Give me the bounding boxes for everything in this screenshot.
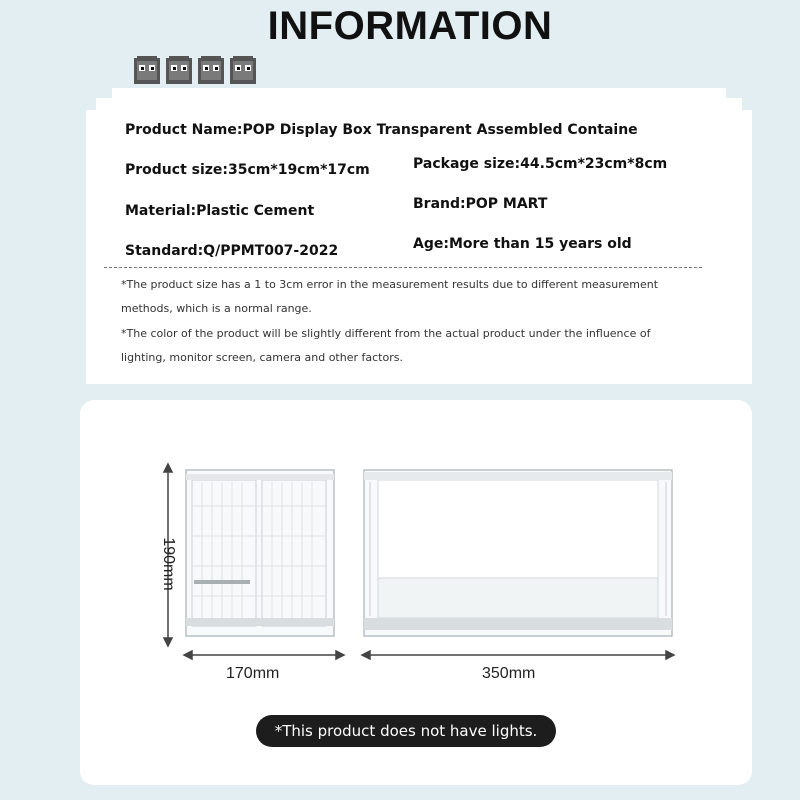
age: Age:More than 15 years old bbox=[413, 236, 632, 252]
note-measurement-line1: *The product size has a 1 to 3cm error in the measurement results due to different measurement bbox=[121, 278, 659, 291]
width-label: 350mm bbox=[482, 665, 536, 682]
product-name: Product Name:POP Display Box Transparent Assembled Containe bbox=[125, 122, 638, 138]
dimension-lines bbox=[150, 460, 690, 670]
material: Material:Plastic Cement bbox=[125, 203, 315, 219]
pixel-corner bbox=[742, 88, 752, 110]
page-title: INFORMATION bbox=[267, 4, 553, 48]
pixel-face-icon bbox=[198, 56, 224, 84]
note-color-line2: lighting, monitor screen, camera and other factors. bbox=[121, 351, 403, 364]
note-color-line1: *The color of the product will be slightly different from the actual product under the influence of bbox=[121, 327, 651, 340]
pixel-corner bbox=[86, 88, 96, 110]
package-size: Package size:44.5cm*23cm*8cm bbox=[413, 156, 668, 172]
dashed-divider bbox=[104, 267, 702, 268]
height-label: 190mm bbox=[160, 537, 177, 591]
depth-label: 170mm bbox=[226, 665, 280, 682]
pixel-face-icon bbox=[166, 56, 192, 84]
note-measurement-line2: methods, which is a normal range. bbox=[121, 302, 312, 315]
pixel-face-icon bbox=[134, 56, 160, 84]
standard: Standard:Q/PPMT007-2022 bbox=[125, 243, 339, 259]
pixel-icons bbox=[134, 56, 256, 84]
pixel-face-icon bbox=[230, 56, 256, 84]
product-size: Product size:35cm*19cm*17cm bbox=[125, 162, 370, 178]
no-lights-notice: *This product does not have lights. bbox=[256, 715, 556, 747]
brand: Brand:POP MART bbox=[413, 196, 548, 212]
